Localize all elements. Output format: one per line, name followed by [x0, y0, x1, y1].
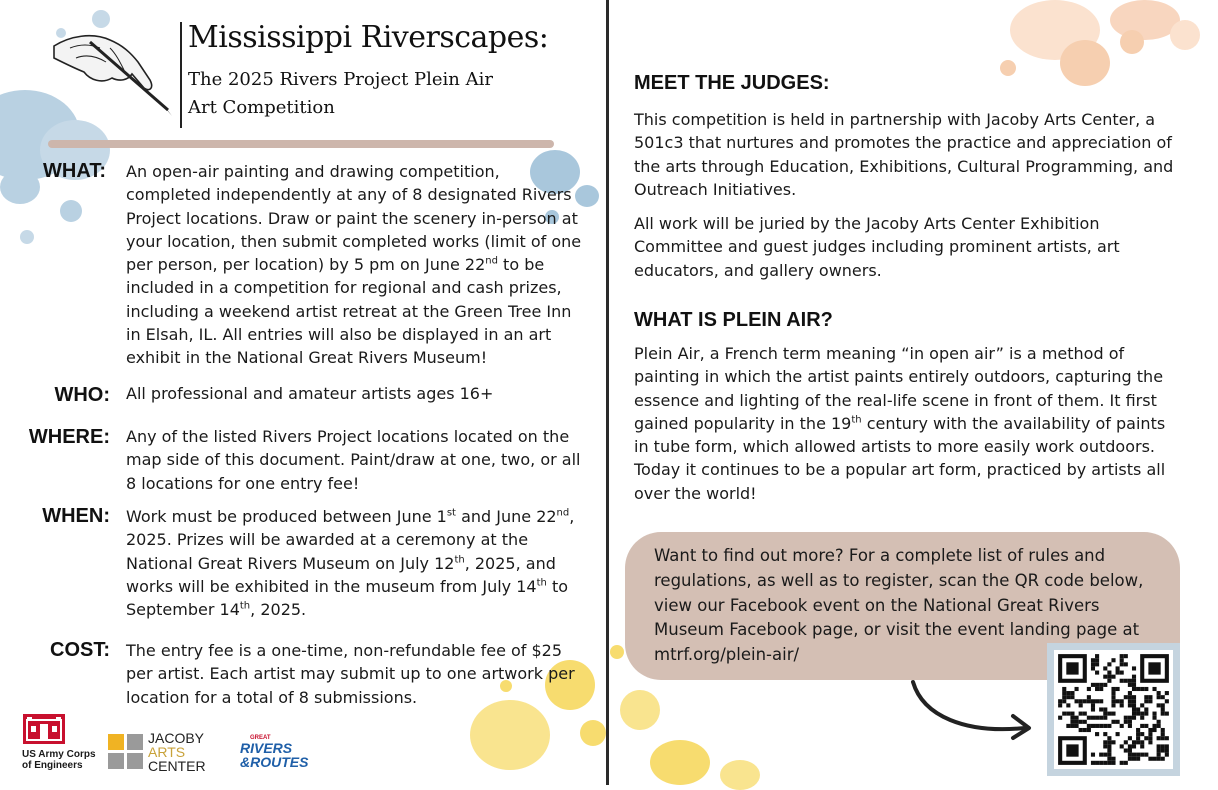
cost-text: The entry fee is a one-time, non-refundable fee of $25 per artist. Each artist may submit up to one artwork per location for a total of 8 submissions. — [126, 641, 575, 707]
who-text: All professional and amateur artists ages 16+ — [126, 384, 494, 403]
curved-arrow-icon — [905, 676, 1045, 746]
column-divider — [606, 0, 609, 785]
info-callout-text: Want to find out more? For a complete list of rules and regulations, as well as to register, scan the QR code below, view our Facebook event on the National Great Rivers Museum Facebook page, or visit the event landing page at mtrf.org/plein-air/ — [654, 546, 1144, 665]
when-text: Work must be produced between June 1st and June 22nd, 2025. Prizes will be awarded at a ceremony at the National Great Rivers Museum on July 12th, 2025, and works will be exhibited in the museum from July 14th to September 14th, 2025. — [126, 507, 575, 620]
who-label: WHO: — [54, 384, 110, 406]
judges-heading: MEET THE JUDGES: — [634, 72, 830, 94]
judges-paragraph-2: All work will be juried by the Jacoby Arts Center Exhibition Committee and guest judges including prominent artists, art educators, and gallery owners. — [634, 214, 1120, 280]
plein-air-text: Plein Air, a French term meaning “in open air” is a method of painting in which the artist paints entirely outdoors, capturing the essence and lighting of the real-life scene in front of them. It first gained popularity in the 19th century with the availability of paints in tube form, which allowed artists to more easily work outdoors. Today it continues to be a popular art form, practiced by artists all over the world! — [634, 344, 1166, 503]
qr-code-icon — [1054, 650, 1173, 769]
cost-label: COST: — [50, 639, 110, 661]
plein-air-heading: WHAT IS PLEIN AIR? — [634, 309, 833, 331]
judges-paragraph-1: This competition is held in partnership with Jacoby Arts Center, a 501c3 that nurtures and promotes the practice and appreciation of the arts through Education, Exhibitions, Cultural Programming, and Outreach Initiatives. — [634, 110, 1174, 199]
what-text: An open-air painting and drawing competition, completed independently at any of 8 designated Rivers Project locations. Draw or paint the scenery in-person at your location, then submit completed works (limit of one per person, per location) by 5 pm on June 22nd to be included in a competition for regional and cash prizes, including a weekend artist retreat at the Green Tree Inn in Elsah, IL. All entries will also be displayed in an art exhibit in the National Great Rivers Museum! — [126, 162, 582, 368]
where-text: Any of the listed Rivers Project locations located on the map side of this document. Paint/draw at one, two, or all 8 locations for one entry fee! — [126, 427, 581, 493]
what-label: WHAT: — [43, 160, 106, 182]
title-rule — [180, 22, 182, 128]
title-underbar — [48, 140, 554, 148]
qr-code[interactable] — [1054, 650, 1173, 769]
page-title: Mississippi Riverscapes: — [188, 20, 549, 55]
page-subtitle: The 2025 Rivers Project Plein Air Art Competition — [188, 69, 493, 118]
hand-brush-illustration — [50, 18, 175, 118]
where-label: WHERE: — [28, 426, 110, 448]
castle-icon — [23, 714, 65, 744]
when-label: WHEN: — [42, 505, 110, 527]
